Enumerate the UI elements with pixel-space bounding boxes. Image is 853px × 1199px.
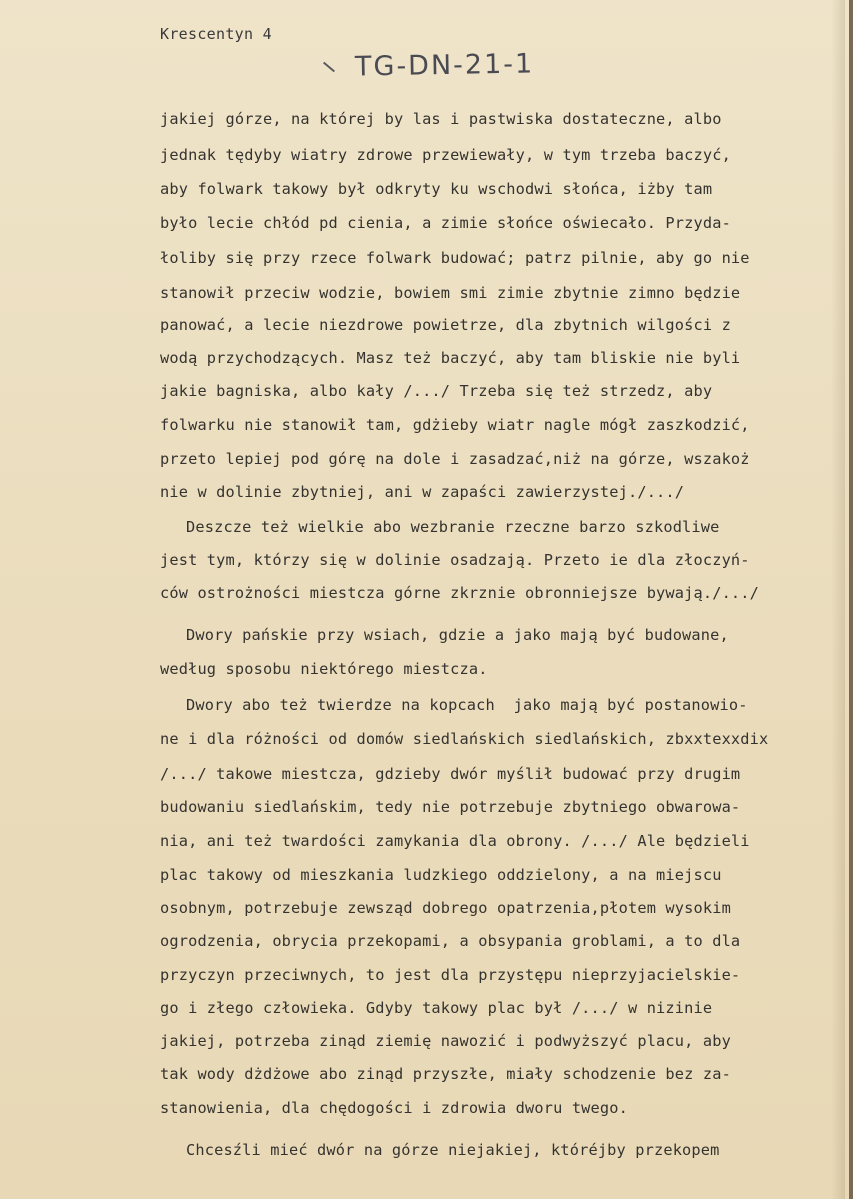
text-line: według sposobu niektórego miestcza. bbox=[160, 660, 488, 678]
text-line: przeto lepiej pod górę na dole i zasadzać,niż na górze, wszakoż bbox=[160, 450, 750, 468]
text-line: łoliby się przy rzece folwark budować; patrz pilnie, aby go nie bbox=[160, 249, 750, 267]
text-line: jednak tędyby wiatry zdrowe przewiewały, w tym trzeba baczyć, bbox=[160, 146, 731, 164]
text-line: Dwory abo też twierdze na kopcach jako mają być postanowio- bbox=[186, 696, 748, 714]
text-line: budowaniu siedlańskim, tedy nie potrzebuje zbytniego obwarowa- bbox=[160, 798, 741, 816]
text-line: Deszcze też wielkie abo wezbranie rzeczne barzo szkodliwe bbox=[186, 518, 720, 536]
text-line: jakie bagniska, albo kały /.../ Trzeba się też strzedz, aby bbox=[160, 382, 713, 400]
page-edge-shadow bbox=[831, 0, 845, 1199]
text-line: tak wody dżdżowe abo zinąd przyszłe, miały schodzenie bez za- bbox=[160, 1065, 731, 1083]
text-line: wodą przychodzących. Masz też baczyć, aby tam bliskie nie byli bbox=[160, 349, 741, 367]
text-line: jakiej, potrzeba zinąd ziemię nawozić i podwyższyć placu, aby bbox=[160, 1032, 731, 1050]
text-line: było lecie chłód pd cienia, a zimie słońce oświecało. Przyda- bbox=[160, 214, 731, 232]
text-line: panować, a lecie niezdrowe powietrze, dla zbytnich wilgości z bbox=[160, 316, 731, 334]
text-line: plac takowy od mieszkania ludzkiego oddzielony, a na miejscu bbox=[160, 866, 722, 884]
text-line: jakiej górze, na której by las i pastwiska dostateczne, albo bbox=[160, 110, 722, 128]
text-line: go i złego człowieka. Gdyby takowy plac był /.../ w nizinie bbox=[160, 999, 713, 1017]
text-line: ne i dla różności od domów siedlańskich siedlańskich, zbxxtexxdix bbox=[160, 730, 769, 748]
text-line: /.../ takowe miestcza, gdzieby dwór myślił budować przy drugim bbox=[160, 765, 741, 783]
text-line: ców ostrożności miestcza górne zkrznie obronniejsze bywają./.../ bbox=[160, 584, 760, 602]
page-header: Krescentyn 4 bbox=[160, 25, 272, 43]
text-line: przyczyn przeciwnych, to jest dla przystępu nieprzyjacielskie- bbox=[160, 966, 741, 984]
text-line: folwarku nie stanowił tam, gdżieby wiatr nagle mógł zaszkodzić, bbox=[160, 416, 750, 434]
text-line: Chcesźli mieć dwór na górze niejakiej, któréjby przekopem bbox=[186, 1141, 720, 1159]
text-line: stanowienia, dla chędogości i zdrowia dworu twego. bbox=[160, 1099, 628, 1117]
handwritten-archive-code: TG-DN-21-1 bbox=[354, 48, 535, 83]
handwritten-tick-mark bbox=[323, 62, 335, 73]
text-line: osobnym, potrzebuje zewsząd dobrego opatrzenia,płotem wysokim bbox=[160, 899, 731, 917]
text-line: jest tym, którzy się w dolinie osadzają. Przeto ie dla złoczyń- bbox=[160, 551, 750, 569]
text-line: ogrodzenia, obrycia przekopami, a obsypania groblami, a to dla bbox=[160, 932, 741, 950]
text-line: Dwory pańskie przy wsiach, gdzie a jako mają być budowane, bbox=[186, 626, 729, 644]
text-line: aby folwark takowy był odkryty ku wschodwi słońca, iżby tam bbox=[160, 180, 713, 198]
text-line: stanowił przeciw wodzie, bowiem smi zimie zbytnie zimno będzie bbox=[160, 284, 741, 302]
text-line: nie w dolinie zbytniej, ani w zapaści zawierzystej./.../ bbox=[160, 483, 685, 501]
text-line: nia, ani też twardości zamykania dla obrony. /.../ Ale będzieli bbox=[160, 832, 750, 850]
